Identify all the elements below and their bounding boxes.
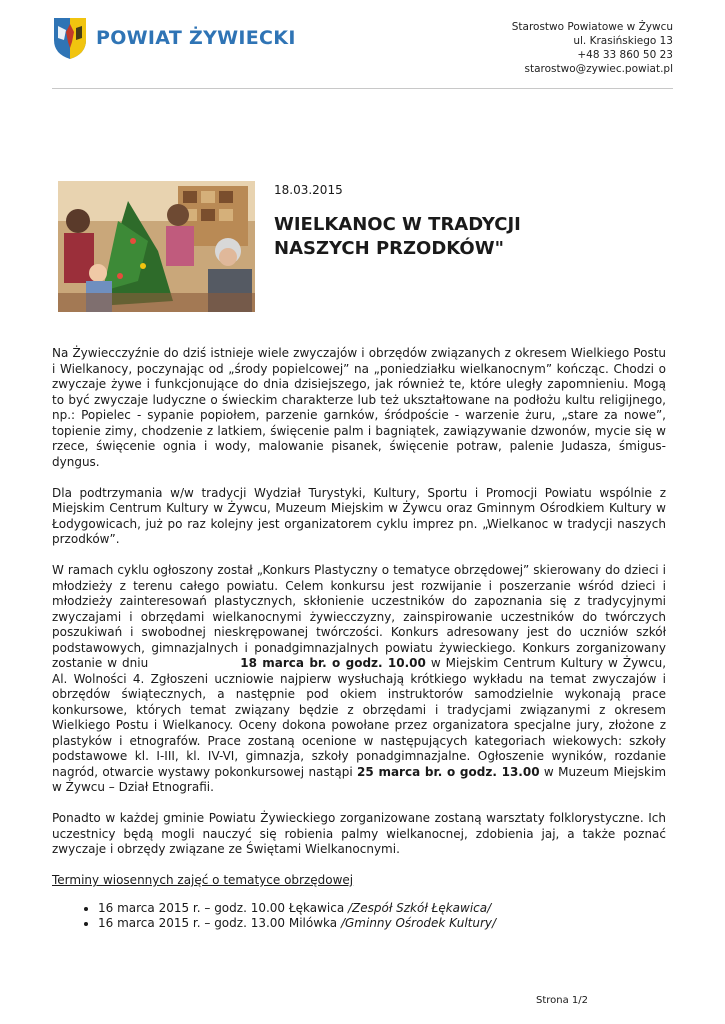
paragraph-workshops: Ponadto w każdej gminie Powiatu Żywieckiego zorganizowane zostaną warsztaty folklorystyczne. Ich uczestnicy będą mogli nauczyć się robienia palmy wielkanocnej, zdobienia jaj, a także poznać zwyczaje i obrzędy związane ze Świętami Wielkanocnymi. bbox=[52, 811, 666, 856]
phone-line: +48 33 860 50 23 bbox=[577, 49, 673, 61]
page-number: Strona 1/2 bbox=[535, 995, 588, 1006]
article-photo bbox=[58, 181, 255, 312]
article-body bbox=[52, 346, 666, 932]
address-line: Starostwo Powiatowe w Żywcu bbox=[511, 21, 673, 33]
list-item bbox=[98, 916, 666, 932]
paragraph-contest bbox=[52, 563, 666, 796]
term-text: 16 marca 2015 r. – godz. 10.00 Łękawica bbox=[98, 900, 348, 915]
address-line: ul. Krasińskiego 13 bbox=[573, 35, 673, 47]
header-divider bbox=[52, 88, 673, 89]
term-venue: /Zespół Szkół Łękawica/ bbox=[348, 900, 492, 915]
title-line: WIELKANOC W TRADYCJI bbox=[274, 214, 521, 235]
term-text: 16 marca 2015 r. – godz. 13.00 Milówka bbox=[98, 916, 341, 930]
terms-list bbox=[52, 901, 666, 932]
terms-heading: Terminy wiosennych zajęć o tematyce obrzędowej bbox=[52, 873, 354, 887]
article-date: 18.03.2015 bbox=[274, 183, 343, 197]
powiat-logo bbox=[52, 16, 296, 60]
office-address bbox=[512, 20, 673, 76]
awards-date: 25 marca br. o godz. 13.00 bbox=[357, 764, 540, 779]
coat-of-arms-icon bbox=[52, 16, 88, 60]
contest-text: w Miejskim Centrum Kultury w Żywcu, Al. Wolności 4. Zgłoszeni uczniowie najpierw wysłuchają krótkiego wykładu na temat zwyczajów i obrzędów świątecznych, a następnie pod okiem instruktorów samodzielnie wykonają prace konkursowe, których temat związany będzie z obrzędami i tradycjami związanymi z okresem Wielkiego Postu i Wielkanocy. Oceny dokona powołane przez organizatora specjalne jury, złożone z plastyków i etnografów. Prace zostaną ocenione w następujących kategoriach wiekowych: szkoły podstawowe kl. I-III, kl. IV-VI, gimnazja, szkoły ponadgimnazjalne. Ogłoszenie wyników, rozdanie nagród, otwarcie wystawy pokonkursowej nastąpi bbox=[52, 656, 667, 779]
list-item bbox=[98, 901, 666, 917]
paragraph-organizers: Dla podtrzymania w/w tradycji Wydział Turystyki, Kultury, Sportu i Promocji Powiatu wspólnie z Miejskim Centrum Kultury w Żywcu, Muzeum Miejskim w Żywcu oraz Gminnym Ośrodkiem Kultury w Łodygowicach, już po raz kolejny jest organizatorem cyklu imprez pn. „Wielkanoc w tradycji naszych przodków”. bbox=[52, 485, 666, 546]
logo-text: POWIAT ŻYWIECKI bbox=[96, 27, 296, 49]
contest-text: W ramach cyklu ogłoszony został „Konkurs Plastyczny o tematyce obrzędowej” skierowany do dzieci i młodzieży z terenu całego powiatu. Celem konkursu jest rozwijanie i poszerzanie wśród dzieci i młodzieży zainteresowań plastycznych, skłonienie uczestników do zapoznania się z tradycyjnymi zwyczajami i obrzędami wielkanocnymi żywiecczyzny, zainspirowanie uczestników do twórczych poszukiwań i swobodnej nieskrępowanej twórczości. Konkurs adresowany jest do uczniów szkół podstawowych, gimnazjalnych i ponadgimnazjalnych powiatu żywieckiego. Konkurs zorganizowany zostanie w dniu bbox=[52, 563, 666, 670]
paragraph-intro: Na Żywiecczyźnie do dziś istnieje wiele zwyczajów i obrzędów związanych z okresem Wielkiego Postu i Wielkanocy, poczynając od „środy popielcowej” na „poniedziałku wielkanocnym” kończąc. Chodzi o zwyczaje żywe i funkcjonujące do dnia dzisiejszego, jak również te, które uległy zapomnieniu. Mogą to być zwyczaje ludyczne o świeckim charakterze lub też ukształtowane na podłożu kultu religijnego, np.: Popielec - sypanie popiołem, parzenie garnków, śródpoście - warzenie żuru, „stare za nowe”, topienie zimy, chodzenie z latkiem, święcenie palm i bagniątek, zawiązywanie dzwonów, mycie się w rzece, święcenie ognia i wody, malowanie pisanek, święcenie potraw, palenie Judasza, śmigus-dyngus. bbox=[52, 346, 666, 469]
email-line: starostwo@zywiec.powiat.pl bbox=[524, 63, 673, 75]
article-title bbox=[274, 213, 654, 261]
term-venue: /Gminny Ośrodek Kultury/ bbox=[340, 916, 497, 930]
contest-text: w Muzeum Miejskim w Żywcu – Dział Etnografii. bbox=[52, 764, 667, 794]
contest-date: 18 marca br. o godz. 10.00 bbox=[240, 656, 426, 670]
title-line: NASZYCH PRZODKÓW" bbox=[274, 238, 504, 259]
